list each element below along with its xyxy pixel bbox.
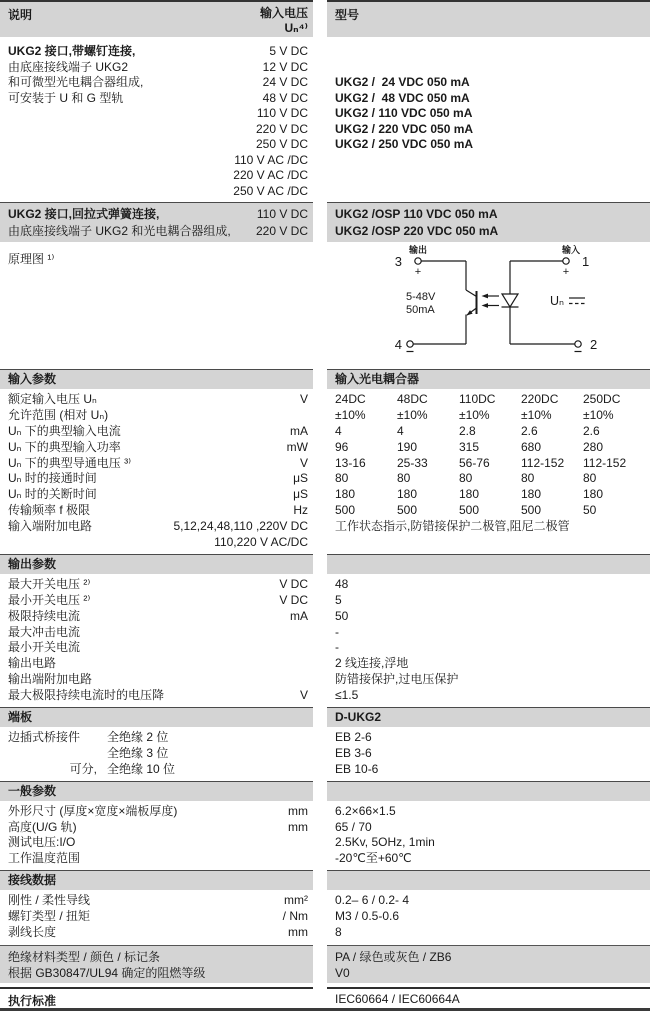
param-value: V0	[335, 965, 350, 980]
param-value: ±10%	[583, 407, 614, 422]
model-number: UKG2 / 250 VDC 050 mA	[335, 137, 474, 151]
param-value: 180	[397, 487, 418, 502]
param-value: 50	[335, 608, 349, 623]
param-unit: V	[299, 455, 308, 470]
endplate-value: D-UKG2	[327, 707, 650, 727]
input-voltage-value: 250 V AC /DC	[233, 183, 308, 198]
input-voltage-value: 48 V DC	[262, 90, 308, 105]
param-label: 工作温度范围	[8, 851, 81, 866]
section-title-output-params: 输出参数	[0, 554, 313, 574]
output-parameters-section	[0, 554, 650, 574]
table-row	[0, 456, 650, 472]
param-label: 最大冲击电流	[8, 624, 81, 639]
model-number	[327, 60, 650, 76]
input-voltage-value: 24 V DC	[262, 75, 308, 89]
param-value: 80	[521, 471, 535, 486]
description-text: UKG2 接口,带螺钉连接,	[8, 44, 136, 58]
table-row	[0, 593, 650, 609]
input-voltage-value: 110 V AC /DC	[234, 152, 308, 167]
description-text: 和可微型光电耦合器组成,	[8, 75, 144, 89]
param-label: 高度(U/G 轨)	[8, 819, 77, 834]
section-title-input-params: 输入参数	[0, 369, 313, 389]
param-unit: V	[299, 392, 308, 406]
input-parameters-section	[0, 369, 650, 389]
param-unit: mW	[286, 439, 308, 454]
general-parameters-rows	[0, 804, 650, 868]
table-row	[0, 487, 650, 503]
param-label: Uₙ 下的典型输入功率	[8, 439, 121, 454]
param-value: 24DC	[335, 392, 366, 406]
param-value: 6.2×66×1.5	[335, 803, 396, 818]
table-row	[0, 820, 650, 836]
table-row	[0, 44, 650, 60]
param-value: ±10%	[335, 407, 366, 422]
material-values-cell	[327, 945, 650, 983]
param-unit: mm	[288, 925, 308, 940]
rating-current-label: 50mA	[406, 304, 435, 316]
param-value: EB 10-6	[335, 761, 379, 776]
param-value: 2.6	[521, 423, 538, 438]
table-row	[0, 75, 650, 91]
table-row	[0, 656, 650, 672]
param-value: 5	[335, 592, 342, 607]
table-row	[0, 440, 650, 456]
table-row	[0, 535, 650, 551]
schematic-title: 原理图 ¹⁾	[8, 252, 55, 266]
column-header-model: 型号	[335, 8, 360, 22]
param-label: 最小开关电压 ²⁾	[8, 592, 91, 607]
param-label: 刚性 / 柔性导线	[8, 893, 91, 908]
param-value: 500	[521, 503, 542, 518]
table-row	[0, 730, 650, 746]
model-number: UKG2 / 48 VDC 050 mA	[335, 90, 470, 105]
general-parameters-section	[0, 781, 650, 801]
table-row	[0, 925, 650, 941]
param-unit: mA	[290, 608, 308, 623]
param-value: 220DC	[521, 392, 559, 406]
table-row	[0, 519, 650, 535]
material-labels-cell	[0, 945, 313, 983]
param-label: 测试电压:I/O	[8, 835, 76, 850]
input-voltage-value: 220 V DC	[255, 223, 308, 238]
param-value: ±10%	[397, 407, 428, 422]
param-sublabel: 全绝缘 2 位	[107, 730, 169, 745]
param-label: 边插式桥接件	[8, 730, 81, 745]
description-text: UKG2 接口,回拉式弹簧连接,	[8, 207, 160, 221]
param-unit: mA	[290, 423, 308, 438]
section-title-endplate: 端板	[0, 707, 313, 727]
param-label: 绝缘材料类型 / 颜色 / 标记条	[8, 949, 161, 964]
param-value: 180	[521, 487, 542, 502]
param-unit: 5,12,24,48,110 ,220V DC	[173, 519, 308, 534]
table-row	[0, 106, 650, 122]
section-header	[0, 870, 650, 890]
param-label: 可分,	[69, 761, 97, 776]
param-value: 250DC	[583, 392, 621, 406]
osp-right-cell	[327, 202, 650, 242]
param-unit: mm	[288, 819, 308, 834]
param-label	[8, 746, 107, 762]
description-text: 可安装于 U 和 G 型轨	[8, 90, 124, 105]
schematic-section	[0, 242, 650, 366]
param-label: 剥线长度	[8, 925, 57, 940]
table-row	[0, 91, 650, 107]
param-value: 4	[335, 423, 342, 438]
param-value: 2 线连接,浮地	[335, 656, 409, 671]
param-value: 180	[583, 487, 604, 502]
param-label: 外形尺寸 (厚度×宽度×端板厚度)	[8, 803, 178, 818]
terminal-1-label: 1	[582, 254, 590, 269]
rating-voltage-label: 5-48V	[406, 291, 436, 303]
table-row	[0, 835, 650, 851]
input-voltage-value: 220 V DC	[255, 121, 308, 136]
param-unit: μS	[293, 487, 308, 502]
un-voltage-label: Uₙ	[550, 294, 565, 308]
schematic-output-label: 输出	[408, 245, 428, 255]
param-label: 传输频率 f 极限	[8, 503, 91, 518]
product-description-section	[0, 44, 650, 199]
header-left-cell	[0, 0, 313, 37]
terminal-3-label: 3	[394, 254, 402, 269]
table-row	[0, 137, 650, 153]
param-value: 0.2– 6 / 0.2- 4	[335, 893, 410, 908]
table-row	[0, 672, 650, 688]
output-parameters-rows	[0, 577, 650, 704]
description-text: 由底座接线端子 UKG2 和光电耦合器组成,	[8, 223, 231, 238]
param-value: 4	[397, 423, 404, 438]
schematic-input-label: 输入	[561, 245, 581, 255]
param-label: Uₙ 时的接通时间	[8, 471, 97, 486]
standard-value: IEC60664 / IEC60664A	[327, 987, 650, 1006]
input-voltage-value: 220 V AC /DC	[233, 168, 308, 182]
param-label: 额定输入电压 Uₙ	[8, 392, 97, 406]
model-number: UKG2 / 110 VDC 050 mA	[335, 106, 473, 120]
param-label: 输出端附加电路	[8, 672, 93, 687]
table-row	[0, 804, 650, 820]
param-value: EB 3-6	[335, 745, 372, 760]
table-row	[0, 609, 650, 625]
column-gutter	[313, 0, 327, 37]
param-value: 25-33	[397, 455, 428, 470]
standard-label: 执行标准	[0, 987, 313, 1006]
plus-sign-output: +	[414, 266, 422, 278]
param-unit: V DC	[279, 576, 308, 591]
param-value: EB 2-6	[335, 730, 372, 745]
section-header	[0, 554, 650, 574]
model-number	[327, 168, 650, 184]
param-value: 315	[459, 439, 480, 454]
param-value: 180	[335, 487, 356, 502]
param-label: 根据 GB30847/UL94 确定的阻燃等级	[8, 965, 206, 980]
optocoupler-schematic-diagram	[378, 244, 650, 366]
param-label: 极限持续电流	[8, 608, 81, 623]
table-row	[0, 122, 650, 138]
input-parameters-rows	[0, 392, 650, 551]
param-value: 96	[335, 439, 349, 454]
section-header	[0, 781, 650, 801]
param-value: 110DC	[459, 392, 496, 406]
param-value: PA / 绿色或灰色 / ZB6	[335, 949, 452, 964]
param-value: 防错接保护,过电压保护	[335, 672, 459, 687]
param-value: 112-152	[583, 455, 627, 470]
terminal-4-label: 4	[394, 337, 402, 352]
table-row	[0, 688, 650, 704]
table-row	[0, 168, 650, 184]
header-right-cell	[327, 0, 650, 37]
table-row	[0, 640, 650, 656]
terminal-2-label: 2	[590, 337, 598, 352]
param-unit: mm²	[284, 893, 308, 908]
input-voltage-value: 110 V DC	[256, 106, 308, 120]
param-value: 工作状态指示,防错接保护二极管,阻尼二极管	[335, 519, 570, 534]
param-value: -	[335, 640, 339, 655]
plus-sign-input: +	[562, 266, 570, 278]
table-row	[0, 762, 650, 778]
input-voltage-value: 110 V DC	[256, 207, 308, 221]
param-value: 280	[583, 439, 604, 454]
table-row	[0, 909, 650, 925]
param-unit: / Nm	[282, 909, 308, 924]
table-row	[0, 408, 650, 424]
param-value: 500	[335, 503, 356, 518]
table-row	[0, 153, 650, 169]
model-number: UKG2 /OSP 110 VDC 050 mA	[335, 207, 498, 221]
column-header-description: 说明	[8, 8, 33, 22]
table-row	[0, 851, 650, 867]
param-value: 112-152	[521, 455, 565, 470]
table-row	[0, 625, 650, 641]
model-number	[327, 153, 650, 169]
param-value: ≤1.5	[335, 688, 359, 703]
standard-section	[0, 987, 650, 1006]
param-value: 80	[583, 471, 597, 486]
param-value: 2.5Kv, 5OHz, 1min	[335, 835, 435, 850]
section-title-input-optocoupler: 输入光电耦合器	[327, 369, 650, 389]
param-value: 80	[335, 471, 349, 486]
input-voltage-value: 12 V DC	[262, 59, 308, 74]
param-value: 500	[397, 503, 418, 518]
param-unit: 110,220 V AC/DC	[214, 535, 308, 550]
param-value: -20℃至+60℃	[335, 851, 412, 866]
model-number: UKG2 / 24 VDC 050 mA	[335, 75, 470, 89]
param-value: M3 / 0.5-0.6	[335, 909, 400, 924]
param-label: 螺钉类型 / 扭矩	[8, 909, 91, 924]
param-unit: V	[299, 688, 308, 703]
table-row	[0, 893, 650, 909]
param-label: Uₙ 时的关断时间	[8, 487, 97, 502]
param-label: 输出电路	[8, 656, 57, 671]
param-label: 最大开关电压 ²⁾	[8, 576, 91, 591]
page-bottom-rule	[0, 1008, 650, 1011]
model-number: UKG2 / 220 VDC 050 mA	[335, 121, 474, 136]
section-header	[0, 369, 650, 389]
osp-variant-section	[0, 202, 650, 242]
endplate-rows	[0, 730, 650, 778]
model-number	[327, 44, 650, 60]
osp-left-cell	[0, 202, 313, 242]
param-value: 13-16	[335, 455, 366, 470]
param-sublabel: 全绝缘 3 位	[107, 745, 169, 760]
wiring-data-rows	[0, 893, 650, 941]
section-title-general: 一般参数	[0, 781, 313, 801]
param-unit: V DC	[279, 592, 308, 607]
description-text: 由底座接线端子 UKG2	[8, 59, 129, 74]
table-row	[0, 184, 650, 200]
param-value: 8	[335, 925, 342, 940]
column-header-un-note: Uₙ⁴⁾	[284, 21, 308, 35]
param-value: 50	[583, 503, 597, 518]
param-value: 80	[397, 471, 411, 486]
param-sublabel: 全绝缘 10 位	[107, 761, 176, 776]
param-value: -	[335, 624, 339, 639]
param-label: 最小开关电流	[8, 640, 81, 655]
param-value: 500	[459, 503, 480, 518]
input-voltage-value: 250 V DC	[255, 137, 308, 151]
table-row	[0, 392, 650, 408]
param-value: 48DC	[397, 392, 428, 406]
insulation-material-section	[0, 945, 650, 983]
table-row	[0, 746, 650, 762]
param-value: 680	[521, 439, 542, 454]
model-number: UKG2 /OSP 220 VDC 050 mA	[335, 223, 499, 238]
table-row	[0, 503, 650, 519]
param-unit: mm	[288, 803, 308, 818]
table-row	[0, 424, 650, 440]
param-label: Uₙ 下的典型输入电流	[8, 423, 121, 438]
param-label: 输入端附加电路	[8, 519, 93, 534]
table-row	[0, 471, 650, 487]
param-value: 56-76	[459, 455, 490, 470]
param-value: 180	[459, 487, 480, 502]
table-header	[0, 0, 650, 37]
table-row	[0, 577, 650, 593]
model-number	[327, 184, 650, 200]
param-value: 190	[397, 439, 418, 454]
param-label: Uₙ 下的典型导通电压 ³⁾	[8, 455, 132, 470]
section-header	[0, 707, 650, 727]
param-value: 2.6	[583, 423, 600, 438]
param-value: 80	[459, 471, 473, 486]
param-unit: Hz	[293, 503, 308, 518]
section-title-wiring: 接线数据	[0, 870, 313, 890]
input-voltage-value: 5 V DC	[269, 44, 308, 58]
param-value: ±10%	[521, 407, 552, 422]
wiring-data-section	[0, 870, 650, 890]
param-unit: μS	[293, 471, 308, 486]
table-row	[0, 60, 650, 76]
param-label: 允许范围 (相对 Uₙ)	[8, 407, 109, 422]
param-value: 2.8	[459, 423, 476, 438]
endplate-section	[0, 707, 650, 727]
param-value: 65 / 70	[335, 819, 372, 834]
param-value: 48	[335, 576, 349, 591]
param-label: 最大极限持续电流时的电压降	[8, 688, 165, 703]
column-header-input-voltage: 输入电压	[259, 6, 308, 20]
param-value: ±10%	[459, 407, 490, 422]
